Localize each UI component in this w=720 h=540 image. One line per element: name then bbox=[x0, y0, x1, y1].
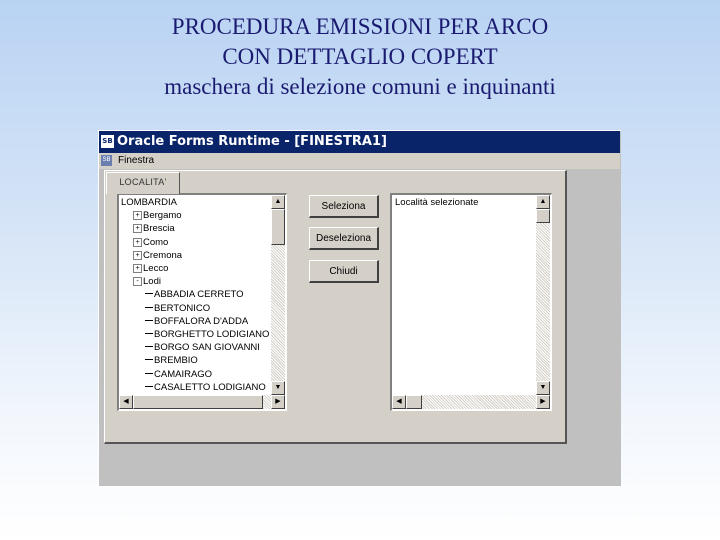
window-title: Oracle Forms Runtime - [FINESTRA1] bbox=[117, 134, 387, 149]
selected-list-header bbox=[395, 196, 478, 209]
tree-item[interactable] bbox=[145, 328, 269, 341]
deselect-button[interactable]: Deseleziona bbox=[309, 227, 379, 250]
localita-tree[interactable] bbox=[117, 193, 287, 411]
tree-connector bbox=[145, 307, 153, 308]
scroll-thumb[interactable] bbox=[536, 209, 550, 223]
slide-title-line-1: PROCEDURA EMISSIONI PER ARCO bbox=[171, 14, 549, 39]
menu-item-finestra[interactable]: Finestra bbox=[118, 155, 155, 166]
tree-item-label: Lecco bbox=[143, 263, 169, 274]
tree-connector bbox=[145, 293, 153, 294]
tree-item[interactable] bbox=[145, 341, 260, 354]
expand-icon[interactable]: + bbox=[133, 211, 142, 220]
tree-item[interactable] bbox=[121, 196, 177, 209]
tree-horizontal-scrollbar[interactable] bbox=[119, 395, 285, 409]
tree-item[interactable] bbox=[133, 249, 182, 262]
expand-icon[interactable]: + bbox=[133, 264, 142, 273]
oracle-forms-window bbox=[98, 130, 621, 486]
collapse-icon[interactable]: - bbox=[133, 277, 142, 286]
expand-icon[interactable]: + bbox=[133, 224, 142, 233]
tree-item-label: CASALETTO LODIGIANO bbox=[154, 381, 266, 393]
close-button[interactable]: Chiudi bbox=[309, 260, 379, 283]
tree-item-label: Cremona bbox=[143, 249, 183, 261]
expand-icon[interactable]: + bbox=[133, 238, 142, 247]
scroll-thumb[interactable] bbox=[271, 209, 285, 245]
expand-icon[interactable]: + bbox=[133, 251, 142, 260]
scroll-down-icon[interactable]: ▼ bbox=[271, 381, 285, 395]
tree-connector bbox=[145, 320, 153, 321]
tree-item[interactable] bbox=[145, 288, 244, 301]
tree-item-label: BREMBIO bbox=[154, 355, 198, 367]
tree-vertical-scrollbar[interactable] bbox=[271, 195, 285, 395]
tree-item-label: CAMAIRAGO bbox=[154, 368, 213, 380]
tree-item-label: BERTONICO bbox=[154, 302, 211, 314]
select-button[interactable]: Seleziona bbox=[309, 195, 379, 218]
window-empty-area bbox=[99, 451, 620, 485]
selected-localita-list[interactable] bbox=[390, 193, 552, 411]
selected-vertical-scrollbar[interactable] bbox=[536, 195, 550, 395]
slide-title-line-3: maschera di selezione comuni e inquinanti bbox=[164, 74, 556, 99]
tree-item-label: Bergamo bbox=[143, 210, 182, 222]
scroll-up-icon[interactable]: ▲ bbox=[271, 195, 285, 209]
slide-title-line-2: CON DETTAGLIO COPERT bbox=[222, 44, 498, 69]
tree-item[interactable] bbox=[145, 381, 266, 394]
tab-localita[interactable]: LOCALITA' bbox=[106, 172, 180, 194]
tree-item-label: ABBADIA CERRETO bbox=[154, 289, 244, 301]
scroll-thumb-horizontal[interactable] bbox=[133, 395, 263, 409]
scroll-thumb-horizontal[interactable] bbox=[406, 395, 422, 409]
tree-connector bbox=[145, 333, 153, 334]
selected-horizontal-scrollbar[interactable] bbox=[392, 395, 550, 409]
tree-item-label: LOMBARDIA bbox=[121, 197, 177, 208]
selected-list-header-label: Località selezionate bbox=[395, 197, 479, 208]
window-titlebar[interactable] bbox=[99, 131, 620, 153]
document-icon[interactable]: SB bbox=[101, 155, 112, 166]
tree-item[interactable] bbox=[145, 315, 248, 328]
tree-item-label: BOFFALORA D'ADDA bbox=[154, 315, 249, 327]
tree-connector bbox=[145, 373, 153, 374]
tree-item[interactable] bbox=[145, 354, 198, 367]
scroll-up-icon[interactable]: ▲ bbox=[536, 195, 550, 209]
slide-title bbox=[0, 12, 720, 102]
tree-item[interactable] bbox=[145, 368, 212, 381]
tab-panel bbox=[104, 170, 567, 444]
tree-item-label: Brescia bbox=[143, 223, 175, 235]
scroll-right-icon[interactable]: ▶ bbox=[536, 395, 550, 409]
scroll-right-icon[interactable]: ▶ bbox=[271, 395, 285, 409]
tree-item-label: BORGO SAN GIOVANNI bbox=[154, 342, 260, 354]
tree-item[interactable] bbox=[133, 275, 161, 288]
tree-item[interactable] bbox=[145, 302, 210, 315]
tree-connector bbox=[145, 386, 153, 387]
menubar bbox=[99, 153, 620, 169]
scroll-left-icon[interactable]: ◀ bbox=[119, 395, 133, 409]
tree-item-label: BORGHETTO LODIGIANO bbox=[154, 329, 270, 340]
tree-item[interactable] bbox=[133, 209, 182, 222]
scroll-left-icon[interactable]: ◀ bbox=[392, 395, 406, 409]
tree-item-label: Como bbox=[143, 236, 169, 248]
tree-connector bbox=[145, 359, 153, 360]
app-icon[interactable]: SB bbox=[101, 135, 114, 148]
tree-item[interactable] bbox=[133, 222, 175, 235]
tree-item[interactable] bbox=[133, 236, 168, 249]
scroll-down-icon[interactable]: ▼ bbox=[536, 381, 550, 395]
tree-connector bbox=[145, 346, 153, 347]
tree-item[interactable] bbox=[133, 262, 168, 275]
tree-item-label: Lodi bbox=[143, 276, 161, 288]
